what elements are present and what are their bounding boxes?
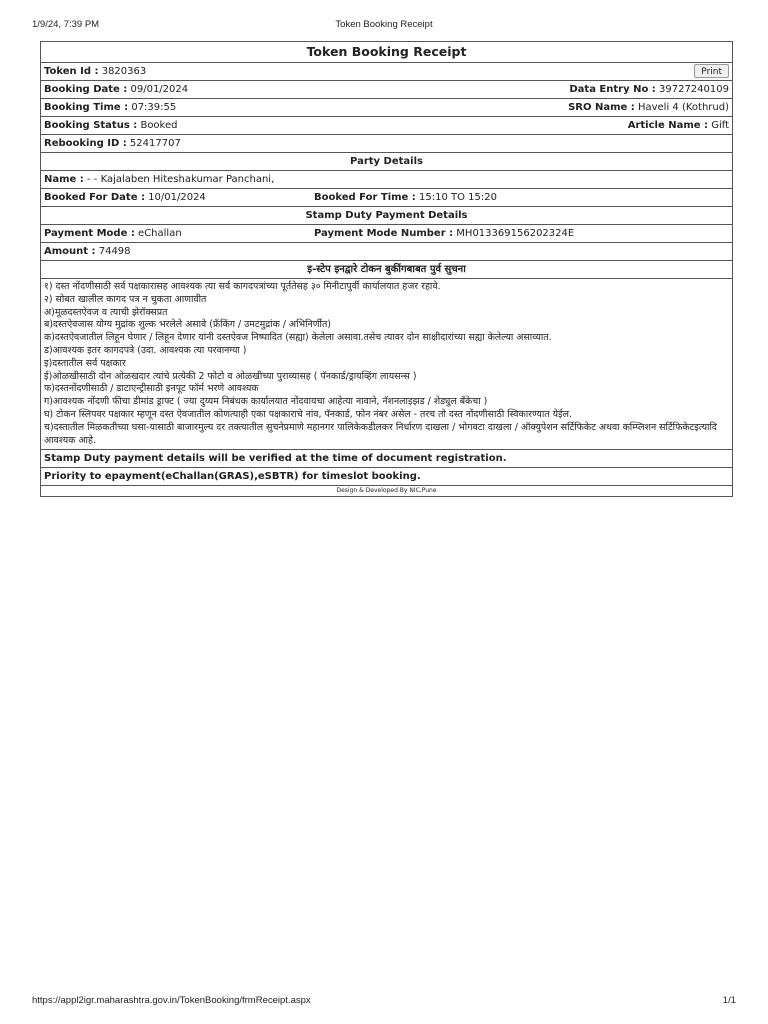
booking-time-row (41, 99, 733, 117)
amount-value: 74498 (98, 246, 131, 257)
article-name-label: Article Name : (627, 120, 709, 131)
instruction-item: ई)ओळखीसाठी दोन ओळखदार त्यांचे प्रत्येकी 2 फोटो व ओळखीच्या पुराव्यासह ( पॅनकार्ड/ड्रायव्हिंग लायसन्स ) (44, 370, 417, 382)
developer-credit: Design & Developed By NIC,Pune (41, 486, 733, 497)
instruction-item: क)दस्तऐवजातील लिहून घेणार / लिहून देणार यांनी दस्तऐवज निष्पादित (सह्या) केलेला असावा.तसेच त्यावर दोन साक्षीदारांच्या सह्या केलेल्या असाव्यात. (44, 332, 552, 344)
data-entry-no-value: 39727240109 (659, 84, 729, 95)
booking-status-label: Booking Status : (44, 120, 138, 131)
instruction-item: ब)दस्तऐवजास योग्य मुद्रांक शुल्क भरलेले असावे (फ्रँकिंग / उमटमुद्रांक / अभिनिर्णीत) (44, 319, 331, 331)
receipt-title: Token Booking Receipt (41, 42, 733, 63)
priority-note: Priority to epayment(eChallan(GRAS),eSBTR) for timeslot booking. (41, 468, 733, 486)
party-name-row (41, 171, 733, 189)
booked-for-date-label: Booked For Date : (44, 192, 145, 203)
instruction-item: इ)दस्तातील सर्व पक्षकार (44, 357, 126, 369)
instruction-item: ग)आवश्यक नोंदणी फीचा डीमांड ड्राफ्ट ( ज्या दुय्यम निबंधक कार्यालयात नोंदवायचा आहेत्या नावाने, नॅशनलाइझड / शेड्युल बँकेचा ) (44, 396, 488, 408)
booking-date-row (41, 81, 733, 99)
token-id-label: Token Id : (44, 66, 99, 77)
booking-time-value: 07:39:55 (131, 102, 177, 113)
booking-date-label: Booking Date : (44, 84, 128, 95)
booking-date-value: 09/01/2024 (130, 84, 189, 95)
booked-for-date-value: 10/01/2024 (148, 192, 206, 203)
token-id-row (41, 63, 733, 81)
instruction-item: घ) टोकन स्लिपवर पक्षकार म्हणून दस्त ऐवजातील कोणत्याही एका पक्षकाराचे नांव, पॅनकार्ड, फोन नंबर असेल - तरच तो दस्त नोंदणीसाठी स्विकारण्यात येईल. (44, 408, 573, 420)
print-header (32, 16, 736, 32)
payment-mode-label: Payment Mode : (44, 228, 135, 239)
stamp-duty-heading: Stamp Duty Payment Details (41, 207, 733, 225)
party-name-value: - - Kajalaben Hiteshakumar Panchani, (87, 174, 275, 185)
booked-for-row (41, 189, 733, 207)
verification-note: Stamp Duty payment details will be verified at the time of document registration. (41, 450, 733, 468)
booked-for-time-value: 15:10 TO 15:20 (419, 192, 497, 203)
instruction-item: अ)मूळदस्तऐवज व त्याची झेरॉक्सप्रत (44, 306, 168, 318)
rebooking-id-value: 52417707 (129, 138, 181, 149)
instruction-item: १) दस्त नोंदणीसाठी सर्व पक्षकारासह आवश्यक त्या सर्व कागदपत्रांच्या पूर्ततेसह ३० मिनीटापुर्वी कार्यालयात हजर रहावे. (44, 281, 441, 292)
booking-status-value: Booked (140, 120, 178, 131)
sro-name-value: Haveli 4 (Kothrud) (637, 102, 729, 113)
print-page-title: Token Booking Receipt (335, 19, 433, 30)
token-id-value: 3820363 (101, 66, 147, 77)
rebooking-id-label: Rebooking ID : (44, 138, 127, 149)
print-button[interactable]: Print (694, 64, 729, 78)
booked-for-time-label: Booked For Time : (314, 192, 416, 203)
instruction-item: ड)आवश्यक इतर कागदपत्रे (उदा. आवश्यक त्या परवानग्या ) (44, 344, 247, 356)
rebooking-id-row (41, 135, 733, 153)
instructions-heading: इ-स्टेप इनद्वारे टोकन बुकींगबाबत पुर्व सुचना (41, 261, 733, 279)
instructions-list (41, 279, 733, 450)
print-url: https://appl2igr.maharashtra.gov.in/TokenBooking/frmReceipt.aspx (32, 995, 311, 1006)
booking-status-row (41, 117, 733, 135)
payment-mode-number-value: MH013369156202324E (456, 228, 575, 239)
party-details-heading: Party Details (41, 153, 733, 171)
data-entry-no-label: Data Entry No : (569, 84, 656, 95)
payment-mode-number-label: Payment Mode Number : (314, 228, 454, 239)
payment-mode-row (41, 225, 733, 243)
article-name-value: Gift (711, 120, 729, 131)
booking-time-label: Booking Time : (44, 102, 129, 113)
amount-label: Amount : (44, 246, 96, 257)
page-number: 1/1 (722, 995, 736, 1006)
token-booking-receipt-table (40, 41, 733, 497)
instruction-item: फ)दस्तनोंदणीसाठी / डाटाएन्ट्रीसाठी इनपूट फॉर्म भरणे आवश्यक (44, 383, 259, 395)
print-footer (32, 992, 736, 1008)
party-name-label: Name : (44, 174, 84, 185)
instruction-item: च)दस्तातील मिळकतीच्या घसा-यासाठी बाजारमुल्य दर तक्त्यातील सुचनेप्रमाणे महानगर पालिकेकडीलकर निर्धारण दाखला / भोगवटा दाखला / ऑक्युपेशन सर्टिफिकेट अथवा कम्प्लिशन सर्टिफिकेटइत्यादि आवश्यक आहे. (44, 421, 717, 446)
sro-name-label: SRO Name : (568, 102, 635, 113)
payment-mode-value: eChallan (138, 228, 182, 239)
amount-row (41, 243, 733, 261)
print-datetime: 1/9/24, 7:39 PM (32, 19, 100, 30)
instruction-item: २) सोबत खालील कागद पत्र न चुकता आणावीत (44, 293, 207, 305)
